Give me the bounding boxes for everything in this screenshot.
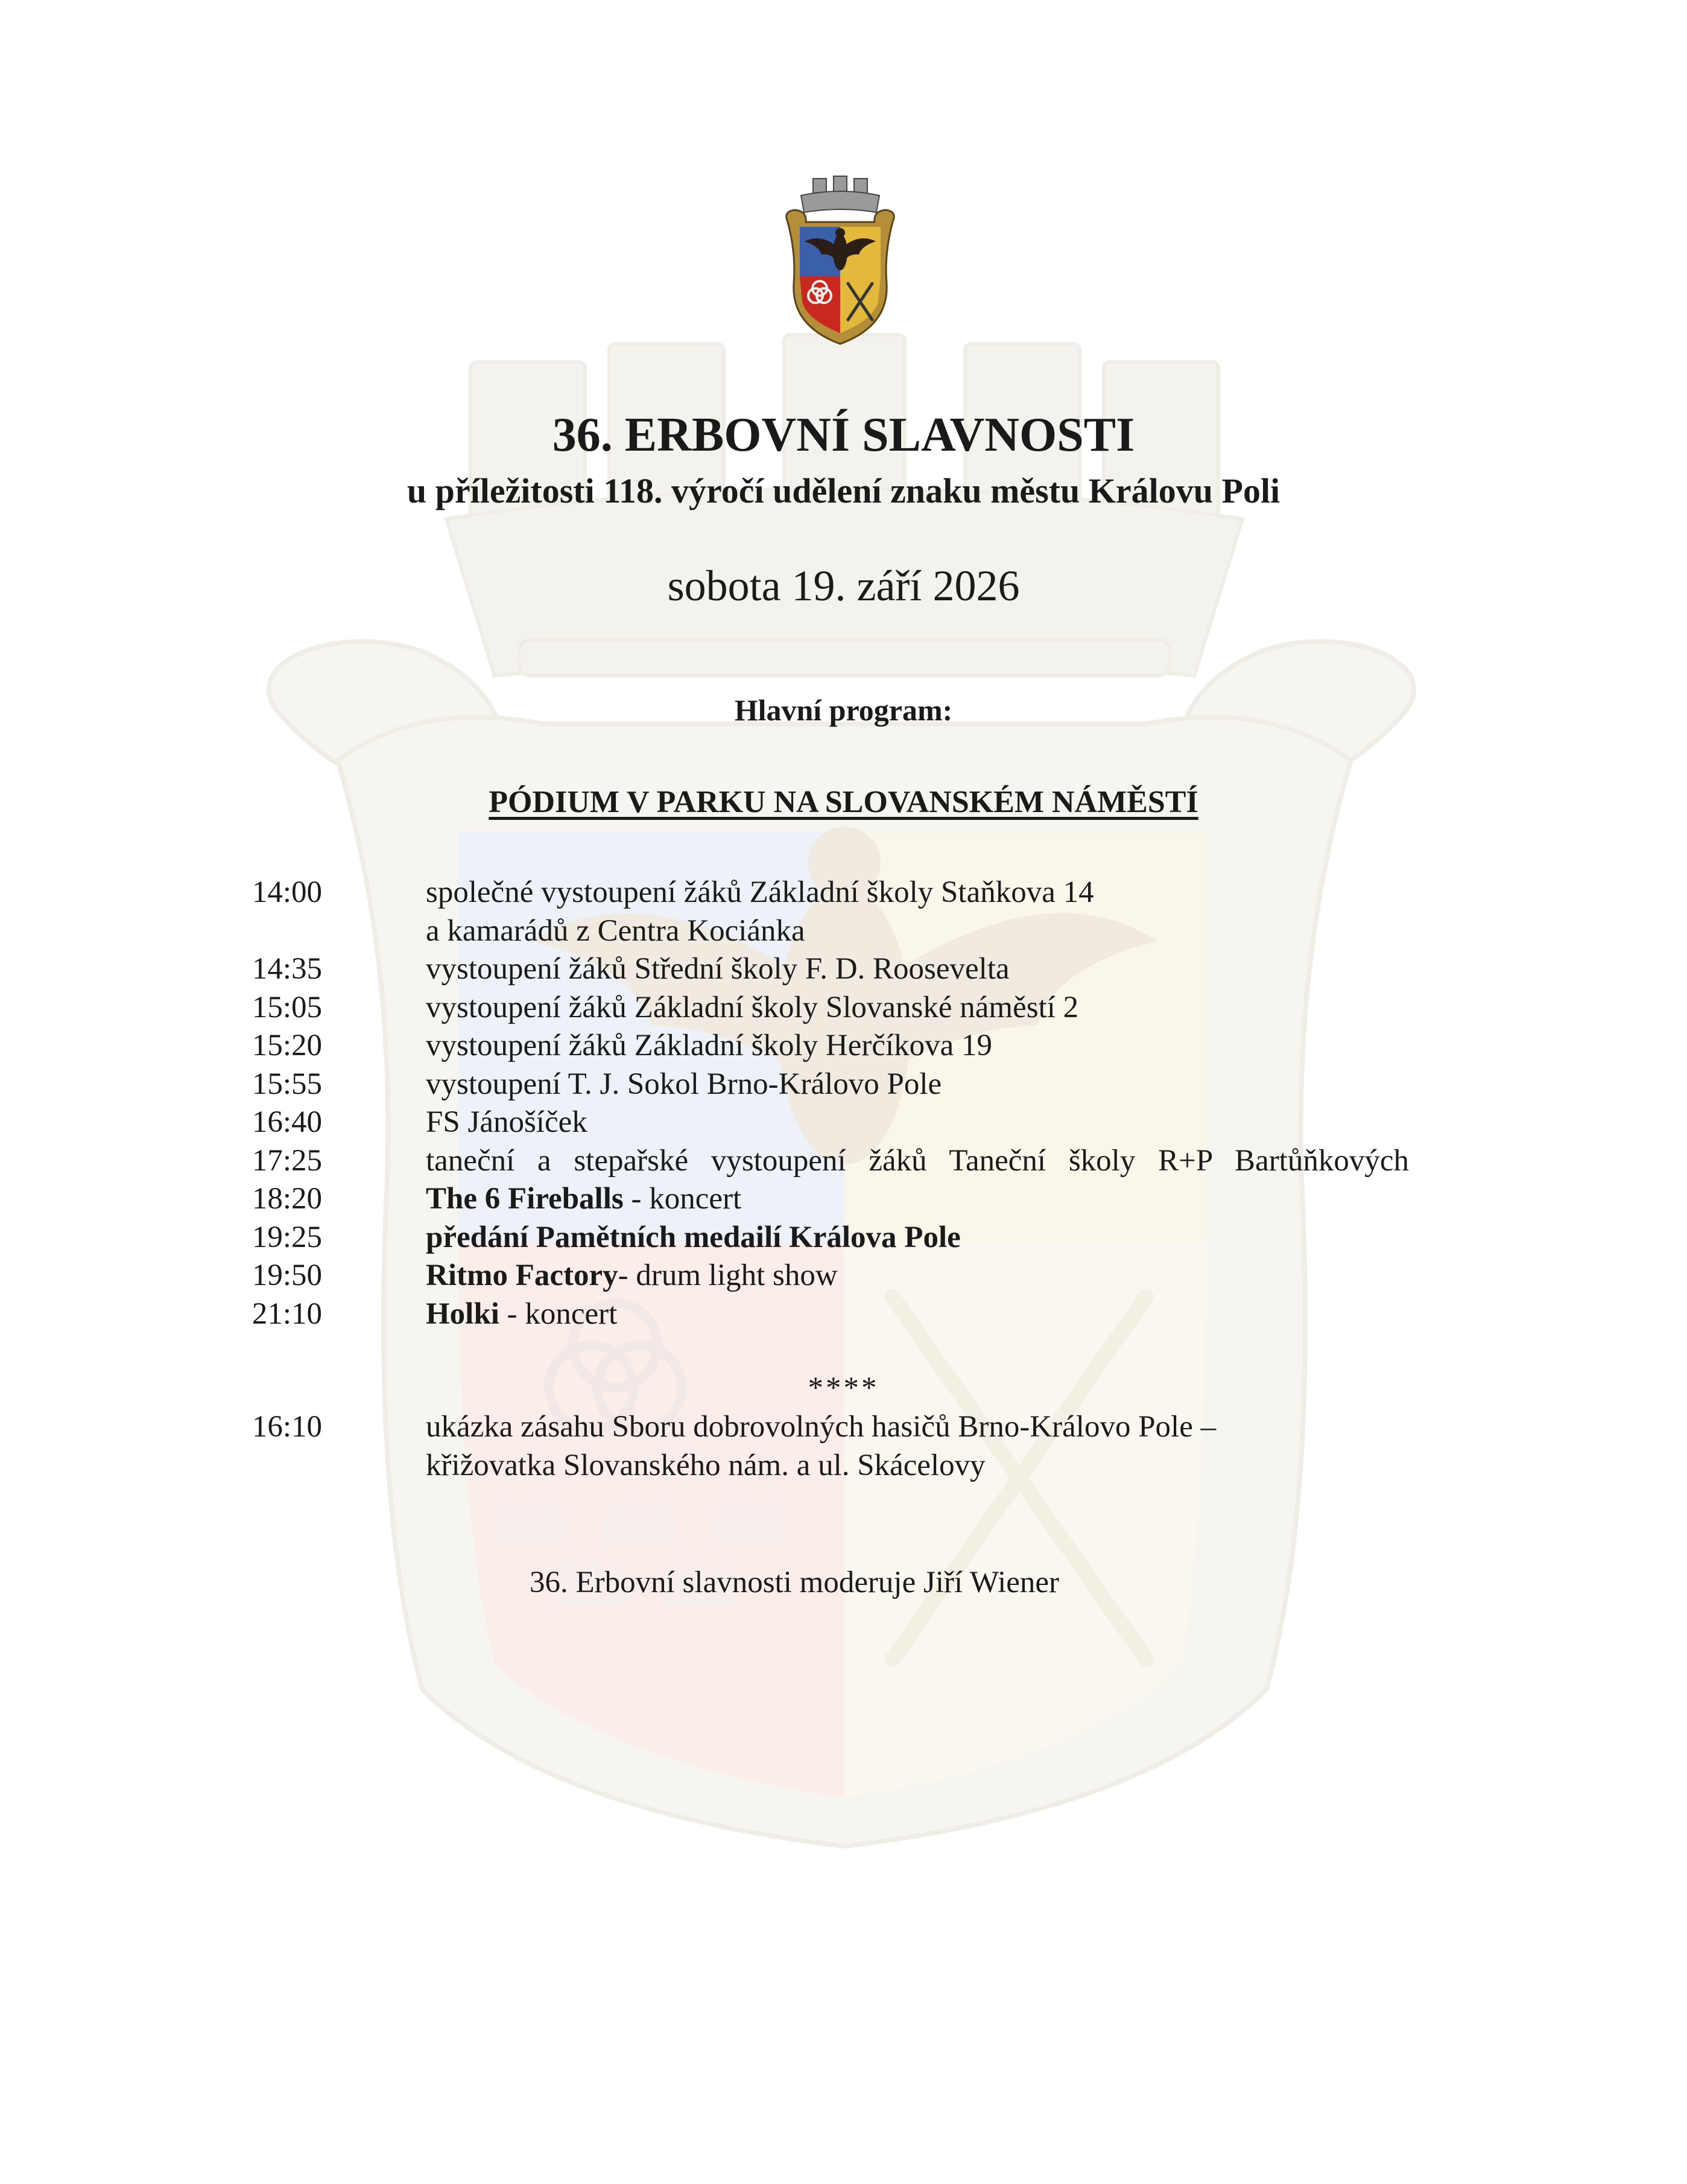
schedule-text — [426, 1295, 1687, 1334]
schedule-item — [0, 1027, 1687, 1065]
coat-of-arms-emblem — [777, 175, 904, 350]
schedule-time: 15:55 — [252, 1067, 322, 1101]
schedule-time: 17:25 — [252, 1143, 322, 1178]
schedule-time: 18:20 — [252, 1182, 322, 1216]
performer-note: - koncert — [623, 1182, 742, 1216]
schedule-text: vystoupení T. J. Sokol Brno-Královo Pole — [426, 1067, 942, 1101]
schedule-item — [0, 1103, 1687, 1142]
schedule-item — [0, 874, 1687, 912]
schedule-time: 19:50 — [252, 1259, 322, 1292]
separator: **** — [808, 1371, 879, 1405]
schedule-time: 15:20 — [252, 1029, 322, 1062]
schedule-item — [0, 1408, 1687, 1447]
page-title: 36. ERBOVNÍ SLAVNOSTI — [552, 408, 1135, 462]
schedule-time: 14:00 — [252, 875, 322, 909]
schedule-time — [0, 1447, 426, 1485]
performer-note: - koncert — [499, 1297, 618, 1331]
schedule-item — [0, 912, 1687, 951]
schedule-text: FS Jánošíček — [426, 1105, 587, 1139]
performer-name: Holki — [426, 1297, 499, 1331]
performer-name: The 6 Fireballs — [426, 1182, 624, 1216]
schedule-text: společné vystoupení žáků Základní školy Staňkova 14 — [426, 875, 1094, 909]
schedule-time: 19:25 — [252, 1220, 322, 1254]
schedule-text: a kamarádů z Centra Kociánka — [426, 913, 805, 948]
schedule-text: křižovatka Slovanského nám. a ul. Skácelovy — [426, 1448, 986, 1482]
schedule-text: vystoupení žáků Základní školy Slovanské náměstí 2 — [426, 990, 1079, 1024]
schedule-text — [426, 1180, 1687, 1219]
event-date: sobota 19. září 2026 — [667, 562, 1020, 610]
schedule-item — [0, 1142, 1687, 1181]
venue-heading: PÓDIUM V PARKU NA SLOVANSKÉM NÁMĚSTÍ — [489, 785, 1198, 819]
schedule-time: 16:10 — [252, 1410, 322, 1444]
schedule-time — [0, 912, 426, 951]
schedule-text — [426, 1219, 1687, 1257]
schedule-text: vystoupení žáků Základní školy Herčíkova 19 — [426, 1029, 993, 1062]
performer-name: předání Pamětních medailí Králova Pole — [426, 1220, 961, 1254]
schedule-list — [0, 874, 1687, 1333]
schedule-item — [0, 950, 1687, 989]
performer-name: Ritmo Factory — [426, 1259, 618, 1292]
extra-schedule — [0, 1408, 1687, 1485]
schedule-time: 21:10 — [252, 1297, 322, 1331]
schedule-item — [0, 1219, 1687, 1257]
schedule-time: 14:35 — [252, 952, 322, 986]
schedule-text: vystoupení žáků Střední školy F. D. Roosevelta — [426, 952, 1010, 986]
program-heading: Hlavní program: — [734, 693, 953, 727]
schedule-text — [426, 1257, 1687, 1295]
schedule-item — [0, 1180, 1687, 1219]
schedule-item — [0, 989, 1687, 1027]
schedule-item — [0, 1065, 1687, 1104]
moderator-note: 36. Erbovní slavnosti moderuje Jiří Wiener — [530, 1566, 1060, 1599]
schedule-item — [0, 1295, 1687, 1334]
schedule-item — [0, 1447, 1687, 1485]
schedule-text: taneční a stepařské vystoupení žáků Taneční školy R+P Bartůňkových — [426, 1143, 1409, 1178]
schedule-time: 15:05 — [252, 990, 322, 1024]
schedule-item — [0, 1257, 1687, 1295]
performer-note: - drum light show — [618, 1259, 838, 1292]
schedule-time: 16:40 — [252, 1105, 322, 1139]
schedule-text: ukázka zásahu Sboru dobrovolných hasičů Brno-Královo Pole – — [426, 1410, 1217, 1444]
page-subtitle: u příležitosti 118. výročí udělení znaku městu Královu Poli — [407, 471, 1280, 510]
